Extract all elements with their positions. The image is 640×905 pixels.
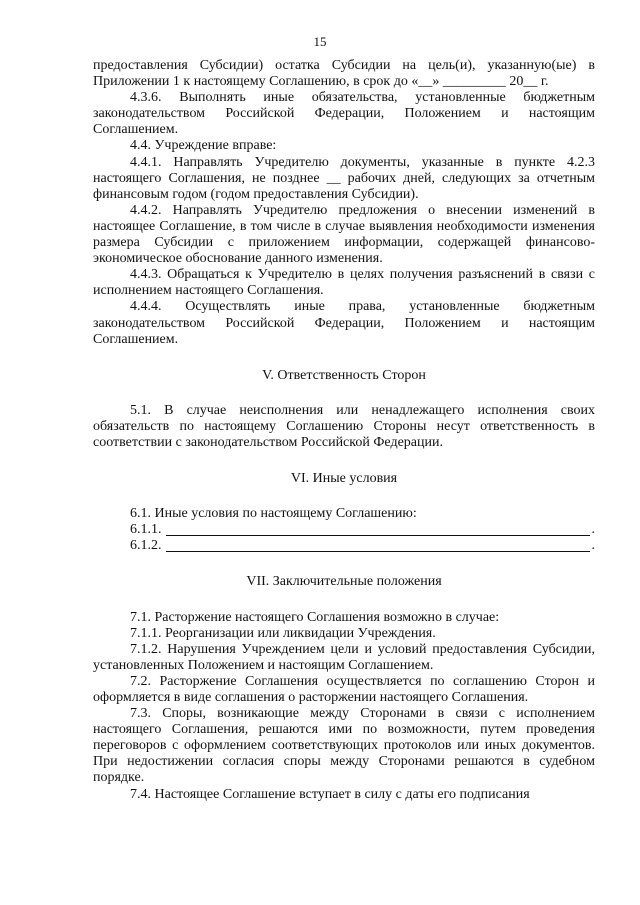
paragraph-6-1: 6.1. Иные условия по настоящему Соглашению: xyxy=(130,506,417,522)
paragraph-5-1: 5.1. В случае неисполнения или ненадлежащего исполнения своих обязательств по настоящему Соглашению Стороны несут ответственность в соответствии с законодательством Российской Федерации. xyxy=(93,402,595,450)
item-end: . xyxy=(591,538,595,554)
paragraph-4-4-3: 4.4.3. Обращаться к Учредителю в целях получения разъяснений в связи с исполнением настоящего Соглашения. xyxy=(93,267,595,299)
paragraph-4-4: 4.4. Учреждение вправе: xyxy=(130,138,277,154)
section-heading-vi: VI. Иные условия xyxy=(290,471,398,487)
page-number: 15 xyxy=(313,34,327,49)
paragraph-4-4-4: 4.4.4. Осуществлять иные права, установленные бюджетным законодательством Российской Федерации, Положением и настоящим Соглашением. xyxy=(93,299,595,347)
item-label: 6.1.2. xyxy=(130,538,162,554)
paragraph-7-2: 7.2. Расторжение Соглашения осуществляется по соглашению Сторон и оформляется в виде соглашения о расторжении настоящего Соглашения. xyxy=(93,673,595,705)
paragraph-4-3-6: 4.3.6. Выполнять иные обязательства, установленные бюджетным законодательством Российской Федерации, Положением и настоящим Соглашением. xyxy=(93,90,595,138)
document-body xyxy=(93,58,595,803)
fill-line-6-1-2 xyxy=(93,538,595,554)
section-heading-vii: VII. Заключительные положения xyxy=(246,574,442,590)
blank-line xyxy=(166,523,590,536)
item-label: 6.1.1. xyxy=(130,522,162,538)
paragraph-continuation: предоставления Субсидии) остатка Субсидии на цель(и), указанную(ые) в Приложении 1 к настоящему Соглашению, в срок до «__» _________ 20__ г. xyxy=(93,58,595,90)
paragraph-4-4-1: 4.4.1. Направлять Учредителю документы, указанные в пункте 4.2.3 настоящего Соглашения, не позднее __ рабочих дней, следующих за отчетным финансовым годом (годом предоставления Субсидии). xyxy=(93,154,595,202)
paragraph-7-4: 7.4. Настоящее Соглашение вступает в силу с даты его подписания xyxy=(130,786,530,802)
item-end: . xyxy=(591,522,595,538)
blank-line xyxy=(166,539,590,552)
paragraph-7-1: 7.1. Расторжение настоящего Соглашения возможно в случае: xyxy=(130,609,500,625)
paragraph-7-1-1: 7.1.1. Реорганизации или ликвидации Учреждения. xyxy=(130,625,436,641)
section-heading-v: V. Ответственность Сторон xyxy=(262,367,426,383)
paragraph-4-4-2: 4.4.2. Направлять Учредителю предложения о внесении изменений в настоящее Соглашение, в том числе в случае выявления необходимости изменения размера Субсидии с приложением информации, содержащей финансово-экономическое обоснование данного изменения. xyxy=(93,202,595,267)
paragraph-7-3: 7.3. Споры, возникающие между Сторонами в связи с исполнением настоящего Соглашения, решаются ими по возможности, путем проведения переговоров с оформлением соответствующих протоколов или иных документов. При недостижении согласия споры между Сторонами решаются в судебном порядке. xyxy=(93,706,595,786)
fill-line-6-1-1 xyxy=(93,522,595,538)
paragraph-7-1-2: 7.1.2. Нарушения Учреждением цели и условий предоставления Субсидии, установленных Положением и настоящим Соглашением. xyxy=(93,641,595,673)
